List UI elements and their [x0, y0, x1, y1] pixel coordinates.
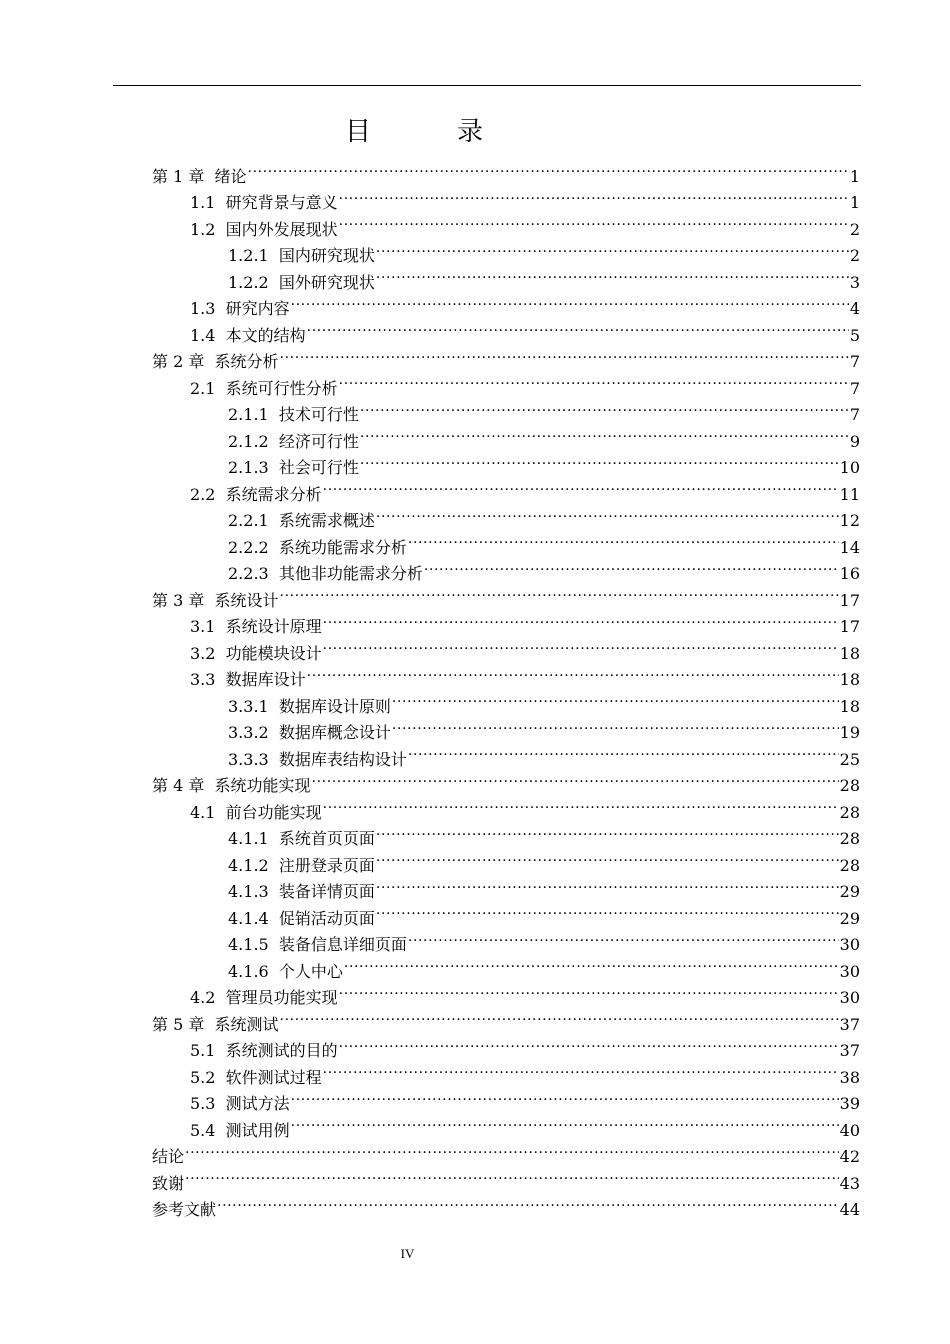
toc-entry-page: 7 — [849, 352, 860, 371]
toc-entry-label: 结论 — [152, 1147, 185, 1166]
toc-entry-title — [228, 535, 407, 562]
toc-leader-dots — [248, 155, 849, 182]
toc-leader-dots — [312, 765, 839, 792]
toc-entry-label: 装备信息详细页面 — [278, 935, 407, 954]
toc-entry-label: 系统设计原理 — [225, 617, 322, 636]
toc-entry-label: 前台功能实现 — [225, 802, 322, 822]
toc-entry-label: 国外研究现状 — [278, 272, 375, 292]
toc-entry-label: 致谢 — [152, 1173, 185, 1193]
toc-entry-number: 5.2 — [190, 1067, 216, 1087]
toc-entry-title — [152, 1197, 216, 1224]
toc-leader-dots — [323, 791, 839, 818]
toc-entry-page: 2 — [849, 246, 860, 265]
toc-entry-page: 7 — [849, 405, 860, 424]
toc-entry-title — [152, 164, 247, 191]
toc-leader-dots — [376, 261, 849, 288]
toc-leader-dots — [376, 871, 839, 898]
toc-entry[interactable] — [152, 1136, 860, 1166]
toc-entry-number: 1.3 — [190, 299, 216, 318]
toc-entry-label: 本文的结构 — [225, 325, 306, 345]
toc-leader-dots — [280, 1003, 839, 1030]
toc-entry-title — [190, 217, 338, 244]
toc-entry-label: 系统需求概述 — [278, 511, 375, 530]
toc-entry-label: 装备详情页面 — [278, 882, 375, 901]
toc-leader-dots — [323, 473, 839, 500]
toc-entry-label: 经济可行性 — [278, 431, 359, 451]
toc-entry-page: 17 — [839, 617, 860, 636]
toc-leader-dots — [408, 738, 839, 765]
toc-entry-page: 38 — [839, 1067, 860, 1087]
toc-entry-label: 数据库设计原则 — [278, 696, 391, 716]
toc-leader-dots — [376, 818, 839, 845]
toc-leader-dots — [339, 208, 849, 235]
toc-entry-page: 14 — [839, 537, 860, 557]
toc-entry-title — [228, 879, 375, 906]
page-number: IV — [400, 1246, 415, 1261]
toc-entry-page: 9 — [849, 431, 860, 451]
toc-leader-dots — [323, 1056, 839, 1083]
toc-entry-title — [228, 694, 391, 721]
toc-entry-page: 7 — [849, 378, 860, 398]
header-rule — [113, 85, 861, 86]
toc-entry-title — [228, 508, 375, 535]
toc-entry-number: 4.1.3 — [228, 882, 269, 901]
toc-entry-label: 测试方法 — [225, 1094, 290, 1113]
toc-entry-title — [190, 614, 322, 641]
toc-entry-label: 国内研究现状 — [278, 246, 375, 265]
toc-entry-number: 4.1.4 — [228, 908, 269, 928]
toc-entry-page: 40 — [839, 1120, 860, 1140]
toc-entry-label: 数据库表结构设计 — [278, 749, 407, 769]
toc-entry-label: 其他非功能需求分析 — [278, 564, 423, 583]
toc-entry-number: 3.3 — [190, 670, 216, 689]
toc-entry-title — [190, 800, 322, 827]
toc-entry-page: 30 — [839, 961, 860, 981]
toc-leader-dots — [424, 553, 839, 580]
toc-entry-number: 2.2.1 — [228, 511, 269, 530]
toc-entry-label: 系统功能实现 — [214, 776, 311, 795]
toc-entry-page: 29 — [839, 908, 860, 928]
toc-entry-title — [228, 402, 359, 429]
toc-leader-dots — [323, 606, 839, 633]
toc-leader-dots — [291, 288, 849, 315]
toc-entry-label: 系统需求分析 — [225, 484, 322, 504]
toc-entry-number: 3.3.2 — [228, 723, 269, 742]
toc-leader-dots — [339, 1030, 839, 1057]
toc-entry-label: 系统设计 — [214, 590, 279, 610]
toc-entry-page: 39 — [839, 1094, 860, 1113]
toc-entry-number: 3.3.3 — [228, 749, 269, 769]
toc-entry-label: 研究内容 — [225, 299, 290, 318]
toc-entry-label: 测试用例 — [225, 1120, 290, 1140]
toc-entry-number: 5.1 — [190, 1041, 216, 1060]
toc-entry-number: 第 5 章 — [152, 1014, 205, 1034]
toc-leader-dots — [185, 1136, 839, 1163]
toc-entry-page: 28 — [839, 829, 860, 848]
toc-entry-page: 1 — [849, 193, 860, 212]
toc-entry-title — [228, 720, 391, 747]
toc-leader-dots — [376, 500, 839, 527]
toc-entry[interactable] — [152, 1162, 860, 1193]
toc-entry-page: 25 — [839, 749, 860, 769]
toc-entry-page: 28 — [839, 802, 860, 822]
toc-leader-dots — [280, 341, 849, 368]
toc-entry-title — [190, 667, 306, 694]
toc-entry-number: 4.1 — [190, 802, 216, 822]
toc-entry-page: 37 — [839, 1041, 860, 1060]
toc-entry-label: 数据库设计 — [225, 670, 306, 689]
toc-entry-number: 第 3 章 — [152, 590, 205, 610]
toc-entry-label: 系统功能需求分析 — [278, 537, 407, 557]
toc-entry-label: 软件测试过程 — [225, 1067, 322, 1087]
toc-entry-number: 2.2.3 — [228, 564, 269, 583]
toc-entry-number: 第 1 章 — [152, 166, 205, 186]
toc-leader-dots — [291, 1109, 839, 1136]
toc-entry-number: 2.2.2 — [228, 537, 269, 557]
toc-entry-page: 3 — [849, 272, 860, 292]
toc-entry-number: 2.1.2 — [228, 431, 269, 451]
toc-entry-title — [228, 429, 359, 456]
toc-entry-label: 管理员功能实现 — [225, 988, 338, 1007]
toc-leader-dots — [360, 394, 849, 421]
toc-entry-title — [152, 349, 279, 376]
toc-entry-page: 44 — [839, 1200, 860, 1219]
toc-entry-number: 第 2 章 — [152, 352, 205, 371]
toc-entry-page: 18 — [839, 670, 860, 689]
toc-entry-page: 18 — [839, 643, 860, 663]
toc-entry-label: 绪论 — [214, 166, 247, 186]
toc-entry-page: 4 — [849, 299, 860, 318]
toc-entry-label: 功能模块设计 — [225, 643, 322, 663]
toc-entry[interactable] — [152, 155, 860, 186]
toc-entry-title — [152, 773, 311, 800]
toc-entry-label: 促销活动页面 — [278, 908, 375, 928]
toc-entry-label: 个人中心 — [278, 961, 343, 981]
toc-entry-label: 参考文献 — [152, 1200, 217, 1219]
toc-entry-page: 30 — [839, 988, 860, 1007]
toc-entry-number: 3.3.1 — [228, 696, 269, 716]
toc-entry-title — [228, 853, 375, 880]
toc-leader-dots — [339, 182, 849, 209]
toc-entry-number: 2.2 — [190, 484, 216, 504]
toc-entry-title — [190, 641, 322, 668]
toc-entry-title — [190, 1091, 290, 1118]
toc-entry-label: 系统分析 — [214, 352, 279, 371]
toc-entry[interactable] — [152, 182, 860, 212]
toc-entry-page: 37 — [839, 1014, 860, 1034]
toc-entry-number: 2.1.1 — [228, 405, 269, 424]
table-of-contents — [152, 155, 860, 1219]
toc-entry-title — [152, 1144, 184, 1171]
toc-entry-label: 数据库概念设计 — [278, 723, 391, 742]
toc-leader-dots — [408, 526, 839, 553]
toc-entry-page: 16 — [839, 564, 860, 583]
toc-leader-dots — [344, 950, 839, 977]
toc-entry-number: 2.1 — [190, 378, 216, 398]
toc-leader-dots — [217, 1189, 839, 1216]
toc-entry-title — [228, 826, 375, 853]
toc-leader-dots — [280, 579, 839, 606]
toc-leader-dots — [376, 897, 839, 924]
toc-entry-number: 1.2.1 — [228, 246, 269, 265]
toc-leader-dots — [291, 1083, 839, 1110]
toc-leader-dots — [360, 420, 849, 447]
toc-entry-label: 系统测试的目的 — [225, 1041, 338, 1060]
toc-leader-dots — [376, 235, 849, 262]
toc-leader-dots — [323, 632, 839, 659]
toc-entry-number: 3.2 — [190, 643, 216, 663]
toc-entry-page: 1 — [849, 166, 860, 186]
toc-entry-number: 2.1.3 — [228, 458, 269, 477]
toc-entry-number: 5.4 — [190, 1120, 216, 1140]
toc-entry-title — [190, 296, 290, 323]
toc-entry-page: 29 — [839, 882, 860, 901]
toc-leader-dots — [360, 447, 839, 474]
toc-entry-title — [152, 1012, 279, 1039]
toc-entry-label: 系统测试 — [214, 1014, 279, 1034]
toc-entry-page: 10 — [839, 458, 860, 477]
toc-entry-label: 国内外发展现状 — [225, 219, 338, 239]
toc-entry-title — [228, 243, 375, 270]
toc-entry-title — [228, 906, 375, 933]
toc-entry-number: 第 4 章 — [152, 776, 205, 795]
toc-leader-dots — [185, 1162, 839, 1189]
toc-entry-page: 28 — [839, 855, 860, 875]
toc-entry-title — [152, 1171, 184, 1198]
toc-entry-title — [190, 482, 322, 509]
toc-leader-dots — [307, 314, 849, 341]
toc-entry-page: 43 — [839, 1173, 860, 1193]
toc-entry-page: 28 — [839, 776, 860, 795]
toc-entry-title — [228, 959, 343, 986]
toc-leader-dots — [339, 367, 849, 394]
toc-entry-label: 系统首页页面 — [278, 829, 375, 848]
toc-entry-label: 研究背景与意义 — [225, 193, 338, 212]
toc-entry-number: 3.1 — [190, 617, 216, 636]
toc-entry-page: 18 — [839, 696, 860, 716]
toc-entry-number: 5.3 — [190, 1094, 216, 1113]
toc-entry-number: 1.2.2 — [228, 272, 269, 292]
toc-entry-title — [190, 376, 338, 403]
toc-entry-page: 5 — [849, 325, 860, 345]
toc-entry-number: 4.1.6 — [228, 961, 269, 981]
toc-entry-page: 17 — [839, 590, 860, 610]
toc-entry-title — [152, 588, 279, 615]
toc-entry-number: 4.1.5 — [228, 935, 269, 954]
toc-entry-title — [190, 1038, 338, 1065]
toc-entry-label: 系统可行性分析 — [225, 378, 338, 398]
toc-leader-dots — [392, 712, 839, 739]
toc-entry-page: 12 — [839, 511, 860, 530]
toc-entry[interactable] — [152, 1189, 860, 1219]
toc-entry-title — [190, 190, 338, 217]
toc-leader-dots — [408, 924, 839, 951]
toc-entry-page: 42 — [839, 1147, 860, 1166]
toc-entry-label: 注册登录页面 — [278, 855, 375, 875]
toc-entry-number: 1.4 — [190, 325, 216, 345]
toc-entry-number: 4.1.2 — [228, 855, 269, 875]
toc-entry-number: 1.2 — [190, 219, 216, 239]
toc-leader-dots — [339, 977, 839, 1004]
toc-leader-dots — [376, 844, 839, 871]
toc-leader-dots — [392, 685, 839, 712]
toc-entry-page: 11 — [839, 484, 860, 504]
toc-entry-page: 30 — [839, 935, 860, 954]
toc-entry-number: 4.1.1 — [228, 829, 269, 848]
toc-entry-label: 社会可行性 — [278, 458, 359, 477]
toc-entry-label: 技术可行性 — [278, 405, 359, 424]
toc-title: 目 录 — [345, 117, 514, 147]
toc-entry-page: 2 — [849, 219, 860, 239]
toc-entry-number: 1.1 — [190, 193, 216, 212]
toc-entry-page: 19 — [839, 723, 860, 742]
toc-leader-dots — [307, 659, 839, 686]
toc-entry-number: 4.2 — [190, 988, 216, 1007]
